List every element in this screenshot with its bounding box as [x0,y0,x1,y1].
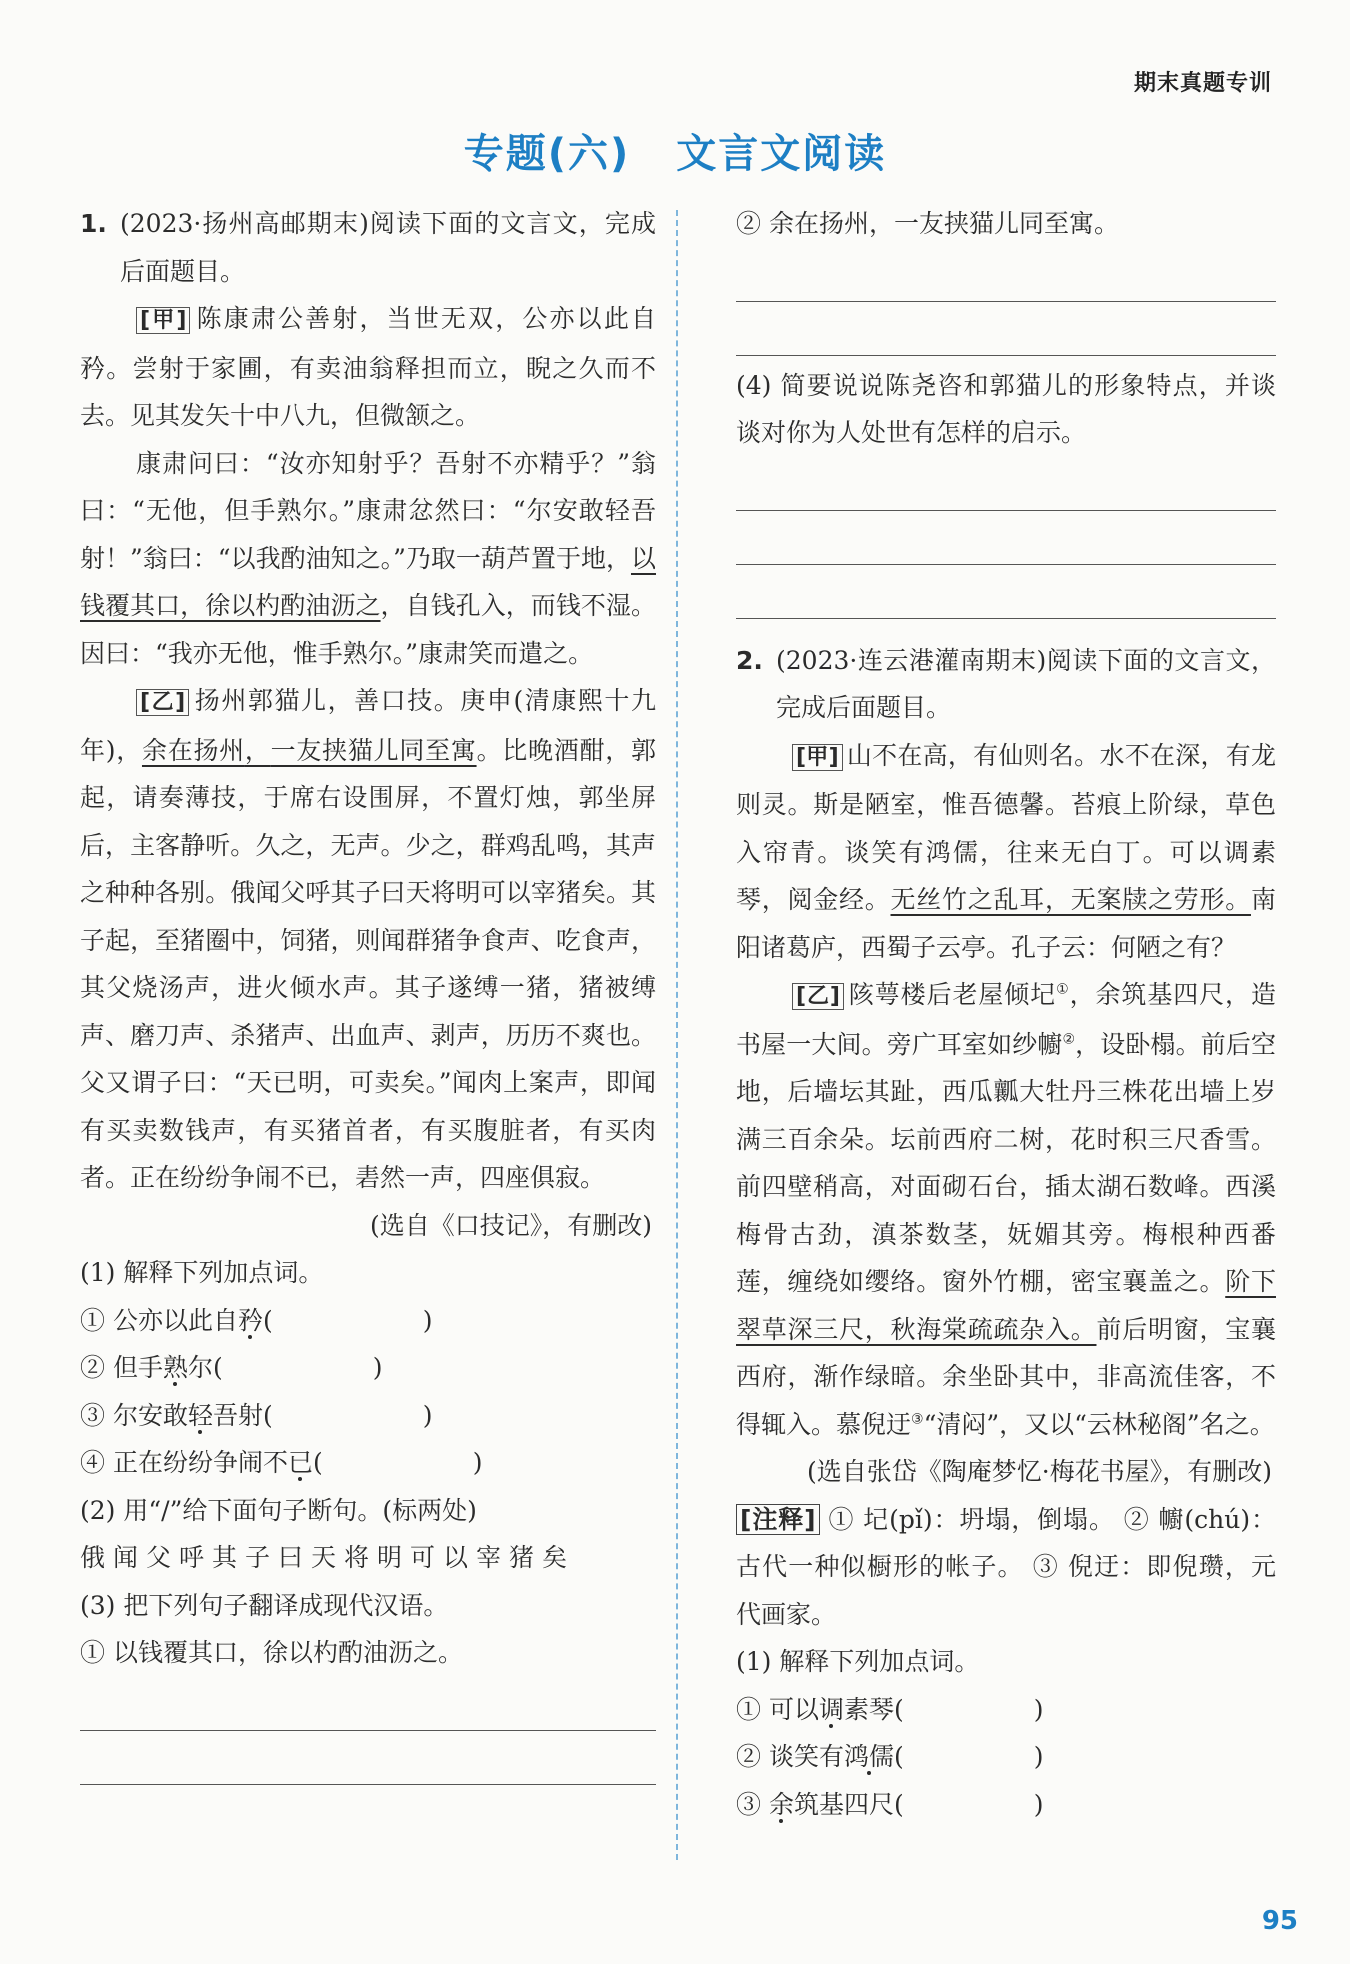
q1-sub3-item1: ① 以钱覆其口，徐以杓酌油沥之。 [80,1638,463,1667]
answer-line[interactable] [80,1731,656,1785]
jia-text-2a: 康肃问曰：“汝亦知射乎？吾射不亦精乎？”翁曰：“无他，但手熟尔。”康肃忿然曰：“尔安敢轻吾射！”翁曰：“以我酌油知之。”乃取一葫芦置于地， [80,448,656,573]
q2-sub1-item3 [736,1781,1276,1829]
yi-text-b: ，设卧榻。前后空地，后墙坛其趾，西瓜瓤大牡丹三株花出墙上岁满三百余朵。坛前西府二树，花时积三尺香雪。前四壁稍高，对面砌石台，插太湖石数峰。西溪梅骨古劲，滇茶数茎，妩媚其旁。梅根种西番莲，缠绕如缨络。窗外竹棚，密宝襄盖之。 [736,1029,1276,1296]
q1-sub2-sentence[interactable]: 俄闻父呼其子曰天将明可以宰猪矣 [80,1543,576,1572]
paren-open: ( [212,1353,223,1382]
yi-text-d: “清闷”，又以“云林秘阁”名之。 [923,1409,1275,1439]
paren-open: ( [893,1789,904,1819]
yi-underlined-comma: ， [244,735,271,765]
q1-sub1-item4 [80,1439,656,1487]
paren-close: ) [422,1400,433,1430]
section-tag: 期末真题专训 [1133,71,1272,96]
q2-jia-passage [736,732,1276,972]
yi-underlined-sentence: 阶下翠草深三尺，秋海棠疏疏杂入。 [736,1267,1276,1344]
q1-jia-p2 [80,440,656,678]
item-text: ③ [736,1789,769,1819]
paren-close: ) [372,1353,383,1382]
page-title [0,122,1350,179]
dotted-word: 熟 [162,1353,188,1382]
left-column [80,200,656,1785]
yi-underlined-2: 一友挟猫儿同至寓 [270,735,477,765]
item-text: ② 但手 [80,1353,163,1382]
yi-text-a2: ，余筑基四尺，造书屋一大间。旁广耳室如纱幮 [736,980,1276,1059]
page-number: 95 [1261,1906,1298,1936]
paren-close: ) [1033,1789,1044,1819]
item-text: ③ 尔安敢 [80,1400,188,1430]
q2-notes [736,1496,1276,1639]
item-text: ① 可以 [736,1694,819,1724]
item-text: ② 谈笑有 [736,1742,844,1771]
answer-line[interactable] [736,248,1276,302]
q2-yi-passage [736,971,1276,1448]
item-text-tail: 筑基四尺 [793,1789,894,1819]
jia-text-b: 南阳诸葛庐，西蜀子云亭。孔子云：何陋之有？ [736,885,1276,962]
q1-sub1-item1 [80,1297,656,1345]
paren-close: ) [1033,1694,1044,1724]
q2-intro-text: (2023·连云港灌南期末)阅读下面的文言文，完成后面题目。 [776,645,1276,722]
right-column [736,200,1276,1828]
dotted-word: 调 [818,1694,844,1724]
yi-label: [乙] [136,689,189,716]
notes-text: ① 圮(pǐ)：坍塌，倒塌。 ② 幮(chú)：古代一种似橱形的帐子。 ③ 倪迂：即倪瓒，元代画家。 [736,1504,1276,1629]
dotted-word: 余 [768,1789,794,1819]
footnote-ref: ① [1056,981,1070,998]
jia-label: [甲] [136,307,190,334]
q1-sub1: (1) 解释下列加点词。 [80,1258,324,1287]
yi-underlined-1: 余在扬州 [141,735,245,765]
yi-text-b: 。比晚酒酣，郭起，请奏薄技，于席右设围屏，不置灯烛，郭坐屏后，主客静听。久之，无声。少之，群鸡乱鸣，其声之种种各别。俄闻父呼其子曰天将明可以宰猪矣。其子起，至猪圈中，饲猪，则闻群猪争食声、吃食声，其父烧汤声，进火倾水声。其子遂缚一猪，猪被缚声、磨刀声、杀猪声、出血声、剥声，历历不爽也。父又谓子曰：“天已明，可卖矣。”闻肉上案声，即闻有买卖数钱声，有买猪首者，有买腹脏者，有买肉者。正在纷纷争闹不已，砉然一声，四座俱寂。 [80,735,656,1192]
item-text: ④ 正在纷纷争闹不 [80,1448,288,1477]
paren-close: ) [1033,1742,1044,1771]
q1-source: (选自《口技记》，有删改) [369,1210,652,1240]
dotted-word: 鸿儒 [843,1742,894,1771]
paren-open: ( [893,1694,904,1724]
q2-intro [736,637,1276,732]
q1-jia-p1 [80,295,656,440]
item-text-tail: 素琴 [843,1694,894,1724]
q1-sub1-item3 [80,1392,656,1440]
yi-text-a: 陔萼楼后老屋倾圮 [847,980,1057,1009]
jia-text-1: 陈康肃公善射，当世无双，公亦以此自矜。尝射于家圃，有卖油翁释担而立，睨之久而不去。见其发矢十中八九，但微颔之。 [80,304,656,430]
paren-open: ( [262,1305,273,1335]
q2-sub1: (1) 解释下列加点词。 [736,1647,980,1676]
dotted-word: 矜 [237,1305,263,1335]
answer-line[interactable] [80,1677,656,1731]
yi-text-c: 前后明窗，宝襄西府，渐作绿暗。余坐卧其中，非高流佳客，不得辄入。慕倪迂 [736,1314,1276,1439]
dotted-word: 轻 [187,1400,213,1430]
notes-label: [注释] [736,1504,820,1535]
q1-sub4: (4) 简要说说陈尧咨和郭猫儿的形象特点，并谈谈对你为人处世有怎样的启示。 [736,370,1276,447]
paren-open: ( [312,1448,323,1477]
answer-line[interactable] [736,565,1276,619]
jia-underlined-sentence: 无丝竹之乱耳，无案牍之劳形。 [890,885,1251,914]
q1-yi-passage [80,677,656,1202]
footnote-ref: ③ [911,1411,924,1428]
jia-underlined-sentence: 以钱覆其口，徐以杓酌油沥之 [80,543,656,620]
q2-sub1-item2 [736,1733,1276,1781]
q1-sub1-item2 [80,1344,656,1392]
jia-label: [甲] [792,744,843,771]
item-text-tail: 吾射 [212,1400,263,1430]
q1-intro [80,200,656,295]
q1-sub2: (2) 用“/”给下面句子断句。(标两处) [80,1495,477,1525]
answer-line[interactable] [736,302,1276,356]
q2-number: 2. [736,645,763,675]
jia-text-a: 山不在高，有仙则名。水不在深，有龙则灵。斯是陋室，惟吾德馨。苔痕上阶绿，草色入帘青。谈笑有鸿儒，往来无白丁。可以调素琴，阅金经。 [736,740,1276,914]
paren-open: ( [893,1742,904,1771]
q1-intro-text: (2023·扬州高邮期末)阅读下面的文言文，完成后面题目。 [120,209,656,286]
footnote-ref: ② [1062,1031,1076,1048]
jia-text-2b: ，自钱孔入，而钱不湿。因曰：“我亦无他，惟手熟尔。”康肃笑而遣之。 [80,591,656,668]
column-divider [676,210,678,1860]
title-part1: 专题(六) [463,131,631,177]
item-text-tail: 尔 [187,1353,213,1382]
paren-close: ) [422,1305,433,1335]
dotted-word: 已 [287,1448,313,1477]
item-text: ① 公亦以此自 [80,1305,238,1335]
paren-close: ) [472,1448,483,1477]
yi-text-a: 扬州郭猫儿，善口技。庚申(清康熙十九年)， [80,686,656,765]
paren-open: ( [262,1400,273,1430]
title-part2: 文言文阅读 [676,131,887,177]
answer-line[interactable] [736,457,1276,511]
q1-number: 1. [80,209,107,238]
q1-sub3-item2: ② 余在扬州，一友挟猫儿同至寓。 [736,209,1119,238]
q2-sub1-item1 [736,1686,1276,1734]
yi-label: [乙] [792,983,844,1010]
q1-sub3: (3) 把下列句子翻译成现代汉语。 [80,1590,449,1620]
q2-source: (选自张岱《陶庵梦忆·梅花书屋》，有删改) [807,1457,1272,1486]
answer-line[interactable] [736,511,1276,565]
